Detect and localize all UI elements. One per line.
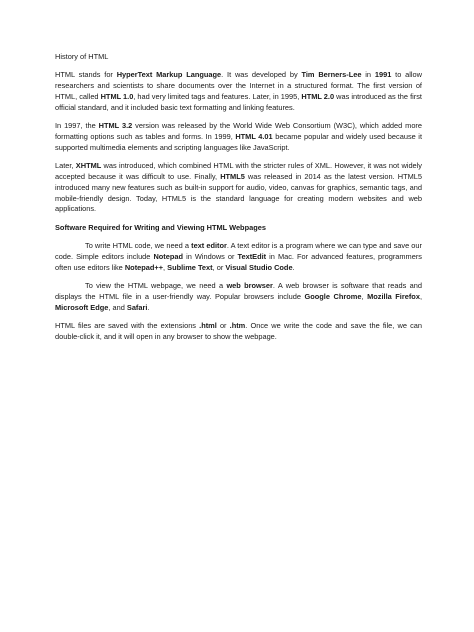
paragraph-text-editor bbox=[55, 241, 422, 273]
bold-term: HTML 3.2 bbox=[98, 121, 133, 131]
text-run: , and bbox=[108, 302, 127, 312]
bold-term: .html bbox=[199, 321, 217, 331]
text-run: . A web browser is software that reads and displays the HTML file in a user-friendly way. Popular browsers include bbox=[55, 281, 423, 301]
bold-term: XHTML bbox=[75, 161, 102, 171]
paragraph-html-versions bbox=[55, 121, 422, 153]
text-run: was released in 2014 as the latest version. HTML5 introduced many new features such as built-in support for audio, video, canvas for graphics, semantic tags, and mobile-friendly design. Today, HTML5 is the standard language for creating modern websites and web applications. bbox=[55, 171, 422, 214]
text-run: , bbox=[361, 291, 368, 301]
text-run: To view the HTML webpage, we need a bbox=[85, 281, 227, 291]
section-heading-software: Software Required for Writing and Viewing HTML Webpages bbox=[55, 222, 266, 232]
paragraph-file-extensions bbox=[55, 321, 422, 343]
text-run: . A text editor is a program where we can type and save our code. Simple editors include bbox=[55, 241, 422, 261]
text-run: was introduced, which combined HTML with the stricter rules of XML. However, it was not widely accepted because it was difficult to use. Finally, bbox=[55, 161, 423, 181]
bold-term: HTML 4.01 bbox=[235, 131, 273, 141]
text-run: to allow researchers and scientists to share documents over the Internet in a structured format. The first version of HTML, called bbox=[55, 70, 422, 101]
text-run: , bbox=[419, 291, 422, 301]
bold-term: web browser bbox=[226, 281, 273, 291]
bold-term: Microsoft Edge bbox=[55, 302, 109, 312]
text-run: . bbox=[292, 262, 295, 272]
text-run: Later, bbox=[55, 161, 76, 171]
text-run: . Once we write the code and save the file, we can double-click it, and it will open in any browser to show the webpage. bbox=[55, 321, 422, 341]
bold-term: Visual Studio Code bbox=[225, 262, 293, 272]
text-run: in Windows or bbox=[183, 251, 238, 261]
bold-term: HyperText Markup Language bbox=[116, 70, 222, 80]
paragraph-web-browser bbox=[55, 281, 422, 313]
text-run: , or bbox=[212, 262, 226, 272]
bold-term: HTML 2.0 bbox=[301, 91, 335, 101]
text-run: HTML stands for bbox=[55, 70, 117, 80]
bold-term: Mozilla Firefox bbox=[367, 291, 420, 301]
text-run: version was released by the World Wide Web Consortium (W3C), which added more formatting options such as tables and forms. In 1999, bbox=[55, 121, 423, 141]
bold-term: Safari bbox=[126, 302, 148, 312]
paragraph-html-origins bbox=[55, 70, 422, 113]
text-run: To write HTML code, we need a bbox=[85, 241, 192, 251]
text-run: , had very limited tags and features. Later, in 1995, bbox=[133, 91, 302, 101]
text-run: . It was developed by bbox=[221, 70, 302, 80]
bold-term: text editor bbox=[191, 241, 227, 251]
bold-term: Notepad++ bbox=[124, 262, 164, 272]
bold-term: TextEdit bbox=[237, 251, 267, 261]
bold-term: Sublime Text bbox=[167, 262, 213, 272]
paragraph-xhtml-html5 bbox=[55, 161, 422, 215]
text-run: or bbox=[216, 321, 230, 331]
text-run: in bbox=[361, 70, 375, 80]
text-run: , bbox=[163, 262, 168, 272]
bold-term: HTML5 bbox=[220, 171, 245, 181]
document-title: History of HTML bbox=[55, 52, 109, 61]
bold-term: HTML 1.0 bbox=[100, 91, 134, 101]
bold-term: Notepad bbox=[153, 251, 184, 261]
bold-term: Google Chrome bbox=[304, 291, 362, 301]
text-run: . bbox=[147, 302, 150, 312]
text-run: In 1997, the bbox=[55, 121, 99, 131]
bold-term: Tim Berners-Lee bbox=[301, 70, 362, 80]
text-run: was introduced as the first official standard, and it included basic text formatting and linking features. bbox=[55, 91, 422, 112]
text-run: became popular and widely used because it supported multimedia elements and scripting languages like JavaScript. bbox=[55, 131, 422, 152]
bold-term: .htm bbox=[229, 321, 246, 331]
text-run: HTML files are saved with the extensions bbox=[55, 321, 200, 331]
bold-term: 1991 bbox=[374, 70, 392, 80]
text-run: in Mac. For advanced features, programmers often use editors like bbox=[55, 251, 422, 272]
